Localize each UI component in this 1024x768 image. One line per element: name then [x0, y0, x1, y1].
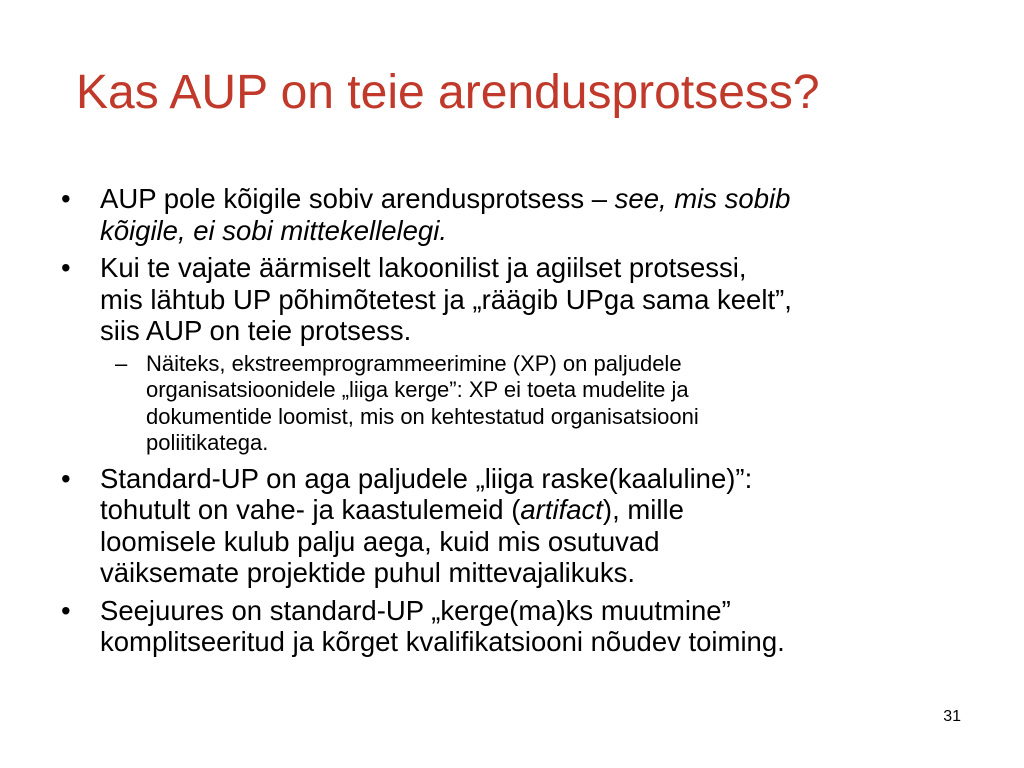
- bullet-icon: •: [61, 594, 71, 626]
- bullet-text-italic: kõigile, ei sobi mittekellelegi.: [100, 214, 447, 246]
- sub-bullet-line: poliitikatega.: [146, 430, 269, 455]
- bullet-icon: •: [61, 462, 71, 494]
- bullet-text: ), mille: [602, 494, 684, 525]
- bullet-line: Standard-UP on aga paljudele „liiga raske(kaaluline)”:: [100, 462, 753, 494]
- bullet-line: Kui te vajate äärmiselt lakoonilist ja agiilset protsessi,: [100, 252, 747, 283]
- dash-icon: –: [115, 350, 128, 376]
- bullet-line: väiksemate projektide puhul mittevajalikuks.: [100, 557, 635, 588]
- bullet-text: AUP pole kõigile sobiv arendusprotsess –: [100, 183, 615, 214]
- bullet-text: tohutult on vahe- ja kaastulemeid (: [100, 494, 521, 525]
- bullet-list: [60, 183, 980, 664]
- slide-title: Kas AUP on teie arendusprotsess?: [76, 66, 820, 119]
- sub-bullet-list: [100, 351, 980, 457]
- bullet-line: komplitseeritud ja kõrget kvalifikatsiooni nõudev toiming.: [100, 626, 785, 657]
- bullet-line: mis lähtub UP põhimõtetest ja „räägib UPga sama keelt”,: [100, 283, 792, 315]
- bullet-icon: •: [61, 252, 71, 283]
- bullet-text-italic: artifact: [520, 494, 603, 525]
- bullet-line: [100, 183, 980, 215]
- bullet-line: siis AUP on teie protsess.: [100, 315, 412, 346]
- bullet-item-2: [60, 252, 980, 457]
- bullet-item-3: [60, 463, 980, 589]
- bullet-line: [100, 215, 980, 247]
- sub-bullet-line: dokumentide loomist, mis on kehtestatud organisatsiooni: [146, 403, 699, 429]
- page-number: 31: [943, 708, 961, 725]
- bullet-icon: •: [61, 183, 71, 214]
- bullet-line: [100, 494, 980, 526]
- sub-bullet-line: Näiteks, ekstreemprogrammeerimine (XP) on paljudele: [146, 350, 682, 376]
- bullet-line: loomisele kulub palju aega, kuid mis osutuvad: [100, 525, 660, 557]
- bullet-item-4: [60, 595, 980, 658]
- bullet-item-1: [60, 183, 980, 246]
- bullet-text-italic: see, mis sobib: [614, 183, 791, 214]
- sub-bullet-line: organisatsioonidele „liiga kerge”: XP ei toeta mudelite ja: [146, 377, 689, 402]
- sub-bullet-item: [100, 351, 980, 457]
- bullet-line: Seejuures on standard-UP „kerge(ma)ks muutmine”: [100, 594, 731, 626]
